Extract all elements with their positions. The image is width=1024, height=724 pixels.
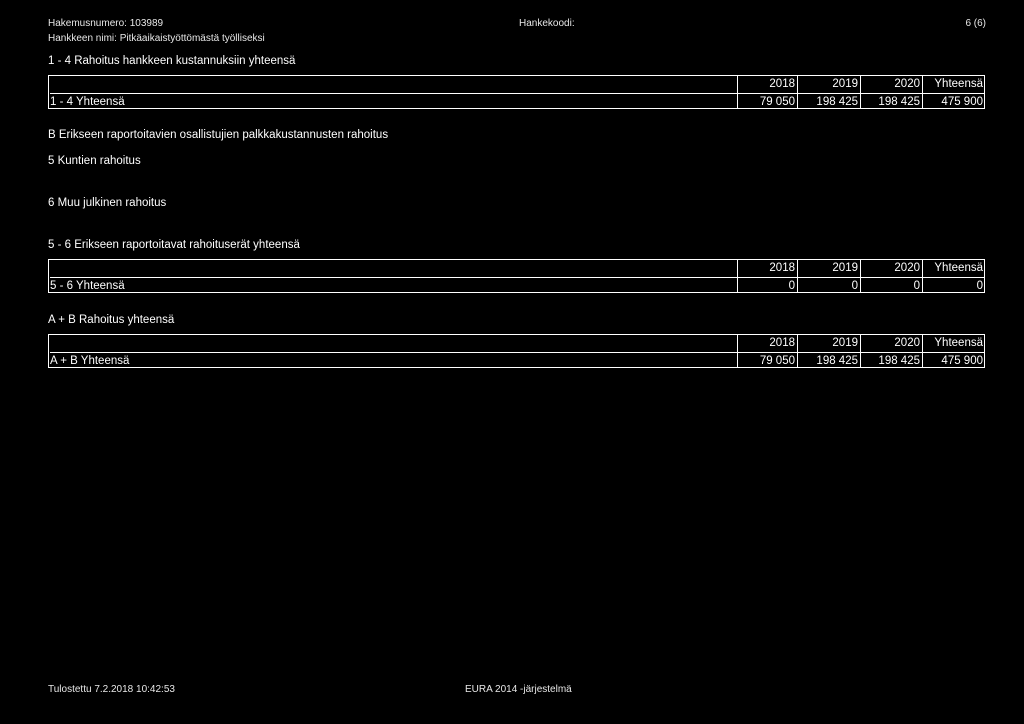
section-title-6: 6 Muu julkinen rahoitus <box>48 197 167 209</box>
value-2019: 0 <box>798 277 861 293</box>
row-label: 5 - 6 Yhteensä <box>50 277 738 293</box>
col-header-2019: 2019 <box>798 335 861 352</box>
table-header-blank <box>50 260 738 277</box>
value-2019: 198 425 <box>798 93 861 109</box>
value-2020: 198 425 <box>861 352 923 368</box>
value-2020: 198 425 <box>861 93 923 109</box>
value-total: 0 <box>923 277 985 293</box>
page-number: 6 (6) <box>965 18 986 29</box>
row-label: 1 - 4 Yhteensä <box>50 93 738 109</box>
table-1-4-total <box>48 75 985 109</box>
table-a-b-total <box>48 334 985 368</box>
col-header-2018: 2018 <box>737 260 798 277</box>
printed-timestamp: Tulostettu 7.2.2018 10:42:53 <box>48 684 175 695</box>
project-name: Hankkeen nimi: Pitkäaikaistyöttömästä työlliseksi <box>48 33 265 44</box>
value-2018: 79 050 <box>737 352 798 368</box>
col-header-2018: 2018 <box>737 335 798 352</box>
col-header-total: Yhteensä <box>934 337 983 349</box>
section-title-1-4: 1 - 4 Rahoitus hankkeen kustannuksiin yhteensä <box>48 55 296 67</box>
col-header-total: Yhteensä <box>934 262 983 274</box>
col-header-2020: 2020 <box>861 335 923 352</box>
section-title-5: 5 Kuntien rahoitus <box>48 155 141 167</box>
col-header-2020: 2020 <box>861 76 923 93</box>
system-name: EURA 2014 -järjestelmä <box>465 684 572 695</box>
col-header-2018: 2018 <box>737 76 798 93</box>
section-title-b: B Erikseen raportoitavien osallistujien palkkakustannusten rahoitus <box>48 129 389 141</box>
col-header-2019: 2019 <box>798 260 861 277</box>
table-header-blank <box>50 76 738 93</box>
project-code: Hankekoodi: <box>519 18 575 29</box>
table-header-blank <box>50 335 738 352</box>
value-2020: 0 <box>861 277 923 293</box>
row-label: A + B Yhteensä <box>50 352 738 368</box>
col-header-2019: 2019 <box>798 76 861 93</box>
application-number: Hakemusnumero: 103989 <box>48 18 164 29</box>
value-2018: 79 050 <box>737 93 798 109</box>
col-header-total: Yhteensä <box>934 78 983 90</box>
col-header-2020: 2020 <box>861 260 923 277</box>
value-2018: 0 <box>737 277 798 293</box>
section-title-a-b: A + B Rahoitus yhteensä <box>48 314 175 326</box>
value-total: 475 900 <box>923 352 985 368</box>
value-2019: 198 425 <box>798 352 861 368</box>
value-total: 475 900 <box>923 93 985 109</box>
table-5-6-total <box>48 259 985 293</box>
section-title-5-6: 5 - 6 Erikseen raportoitavat rahoituserät yhteensä <box>48 239 300 251</box>
